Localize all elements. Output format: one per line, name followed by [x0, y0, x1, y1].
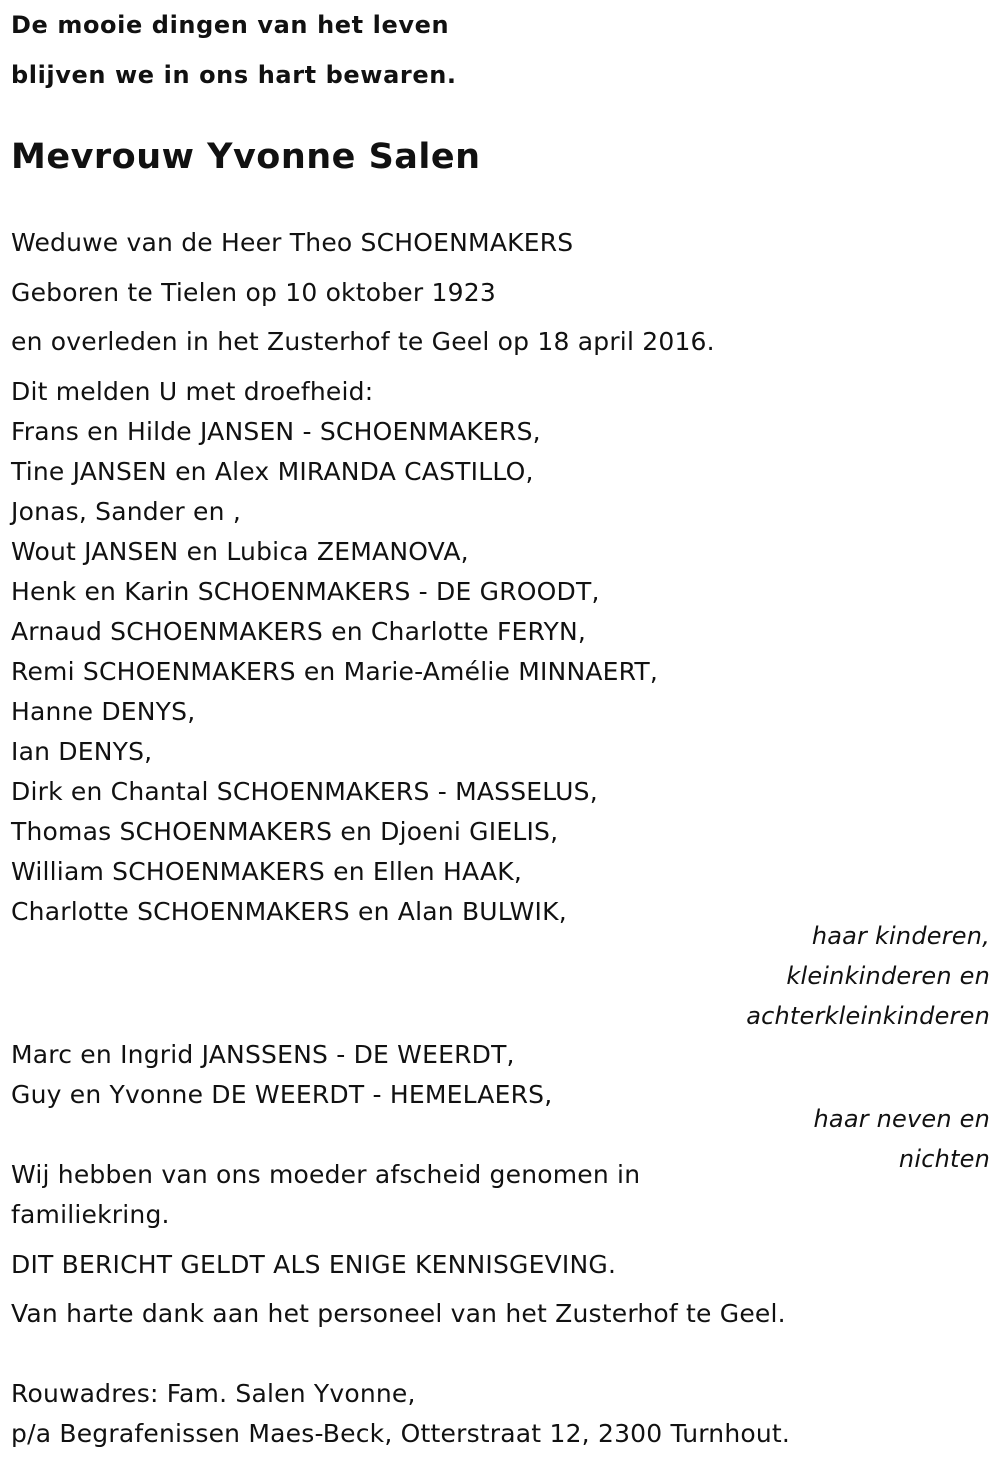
farewell-line: Wij hebben van ons moeder afscheid genomen in: [11, 1160, 641, 1189]
address-line: Rouwadres: Fam. Salen Yvonne,: [11, 1379, 416, 1408]
family-line: Frans en Hilde JANSEN - SCHOENMAKERS,: [11, 417, 541, 446]
family-line: Wout JANSEN en Lubica ZEMANOVA,: [11, 537, 469, 566]
family-line: Dirk en Chantal SCHOENMAKERS - MASSELUS,: [11, 777, 598, 806]
relative-line: Marc en Ingrid JANSSENS - DE WEERDT,: [11, 1040, 515, 1069]
family-role-line: achterkleinkinderen: [746, 1002, 990, 1030]
farewell-line: familiekring.: [11, 1200, 170, 1229]
family-line: William SCHOENMAKERS en Ellen HAAK,: [11, 857, 522, 886]
relatives-role-line: haar neven en: [813, 1105, 990, 1133]
address-line: p/a Begrafenissen Maes-Beck, Otterstraat 12, 2300 Turnhout.: [11, 1419, 791, 1448]
death-info: en overleden in het Zusterhof te Geel op 18 april 2016.: [11, 327, 715, 356]
family-line: Remi SCHOENMAKERS en Marie-Amélie MINNAERT,: [11, 657, 659, 686]
family-line: Arnaud SCHOENMAKERS en Charlotte FERYN,: [11, 617, 587, 646]
family-line: Ian DENYS,: [11, 737, 153, 766]
announce-intro: Dit melden U met droefheid:: [11, 377, 374, 406]
notice-line: DIT BERICHT GELDT ALS ENIGE KENNISGEVING.: [11, 1250, 617, 1279]
widow-of: Weduwe van de Heer Theo SCHOENMAKERS: [11, 228, 574, 257]
family-role-line: haar kinderen,: [811, 922, 990, 950]
thanks-line: Van harte dank aan het personeel van het Zusterhof te Geel.: [11, 1299, 786, 1328]
motto-line-2: blijven we in ons hart bewaren.: [11, 61, 457, 89]
relative-line: Guy en Yvonne DE WEERDT - HEMELAERS,: [11, 1080, 553, 1109]
family-line: Thomas SCHOENMAKERS en Djoeni GIELIS,: [11, 817, 559, 846]
family-line: Jonas, Sander en ,: [11, 497, 241, 526]
deceased-name: Mevrouw Yvonne Salen: [11, 137, 481, 177]
family-line: Henk en Karin SCHOENMAKERS - DE GROODT,: [11, 577, 600, 606]
relatives-role-line: nichten: [898, 1145, 990, 1173]
birth-info: Geboren te Tielen op 10 oktober 1923: [11, 278, 496, 307]
family-line: Tine JANSEN en Alex MIRANDA CASTILLO,: [11, 457, 534, 486]
family-line: Hanne DENYS,: [11, 697, 196, 726]
family-role-line: kleinkinderen en: [786, 962, 990, 990]
family-line: Charlotte SCHOENMAKERS en Alan BULWIK,: [11, 897, 567, 926]
motto-line-1: De mooie dingen van het leven: [11, 11, 450, 39]
